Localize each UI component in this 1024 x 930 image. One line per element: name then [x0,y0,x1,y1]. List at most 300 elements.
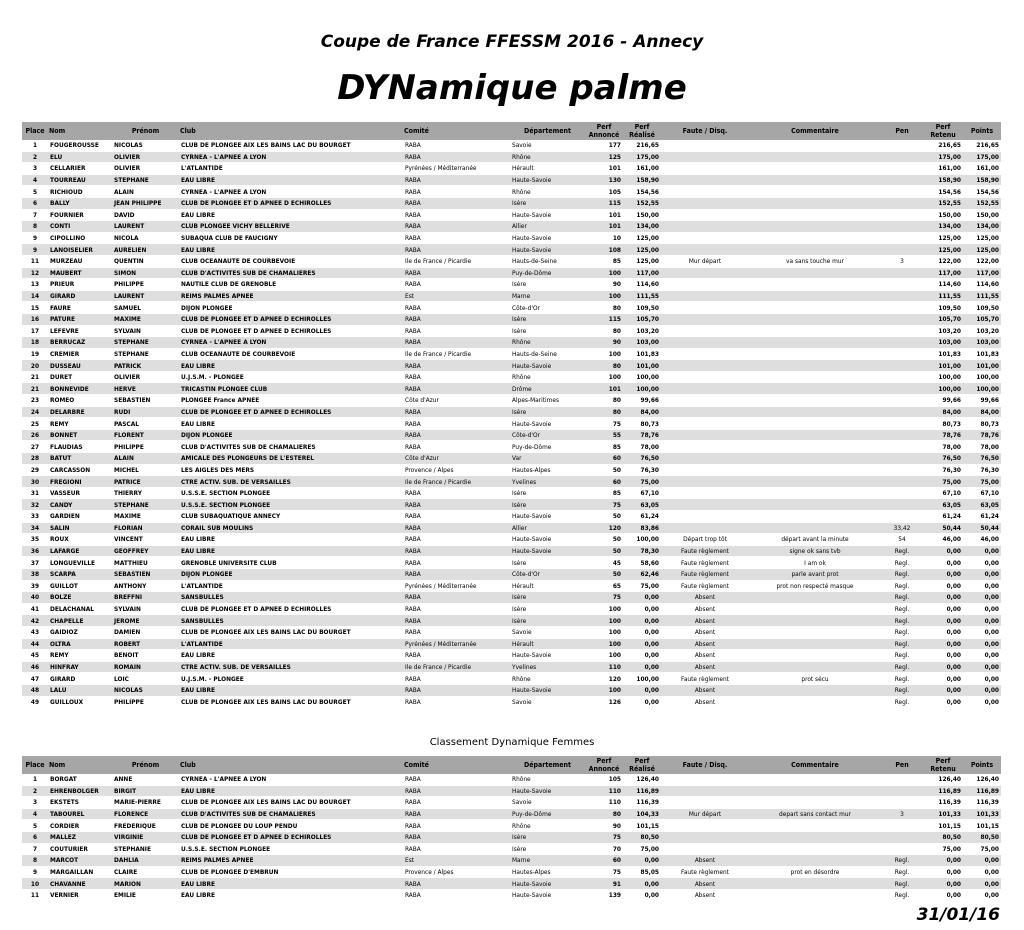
cell-departement: Haute-Savoie [510,511,585,523]
cell-commentaire [749,140,881,151]
table-row [22,313,1001,325]
cell-club: EAU LIBRE [179,684,403,696]
cell-points: 50,44 [963,522,1001,534]
cell-departement: Haute-Savoie [510,545,585,557]
cell-club: CYRNEA - L'APNEE A LYON [179,337,403,349]
cell-comite: RABA [403,797,510,809]
cell-perf-retenu: 0,00 [923,855,963,867]
table-row [22,395,1001,407]
cell-club: CLUB OCEANAUTE DE COURBEVOIE [179,348,403,360]
cell-nom: TOURREAU [48,174,112,186]
cell-perf-retenu: 0,00 [923,592,963,604]
cell-perf-retenu: 50,44 [923,522,963,534]
cell-club: L'ATLANTIDE [179,638,403,650]
table-row [22,209,1001,221]
cell-perf-retenu: 0,00 [923,673,963,685]
cell-pen [881,174,923,186]
cell-perf-retenu: 101,33 [923,808,963,820]
cell-club: CYRNEA - L'APNEE A LYON [179,186,403,198]
cell-departement: Puy-de-Dôme [510,267,585,279]
cell-nom: CHAPELLE [48,615,112,627]
cell-pen [881,140,923,151]
cell-place: 23 [22,395,48,407]
table-row [22,371,1001,383]
cell-perf-realise: 0,00 [623,889,661,901]
cell-nom: CHAVANNE [48,878,112,890]
cell-perf-annonce: 55 [585,429,623,441]
cell-club: TRICASTIN PLONGEE CLUB [179,383,403,395]
cell-faute [661,418,749,430]
cell-perf-retenu: 114,60 [923,279,963,291]
cell-commentaire [749,337,881,349]
cell-faute [661,313,749,325]
cell-nom: EHRENBOLGER [48,785,112,797]
table-row [22,232,1001,244]
col-prenom: Prénom [112,756,179,774]
cell-prenom: FLORENT [112,429,179,441]
cell-perf-retenu: 0,00 [923,626,963,638]
cell-commentaire [749,487,881,499]
cell-pen [881,325,923,337]
cell-commentaire [749,684,881,696]
cell-comite: RABA [403,785,510,797]
table-row [22,406,1001,418]
cell-perf-realise: 114,60 [623,279,661,291]
cell-club: EAU LIBRE [179,174,403,186]
cell-perf-realise: 125,00 [623,232,661,244]
cell-place: 12 [22,267,48,279]
col-club: Club [179,756,403,774]
cell-nom: CREMIER [48,348,112,360]
cell-perf-realise: 0,00 [623,626,661,638]
cell-commentaire [749,186,881,198]
table-row [22,302,1001,314]
cell-perf-annonce: 101 [585,221,623,233]
cell-pen [881,290,923,302]
table-row [22,626,1001,638]
cell-perf-annonce: 80 [585,808,623,820]
col-club: Club [179,122,403,140]
cell-faute: Absent [661,684,749,696]
cell-faute [661,360,749,372]
cell-pen [881,820,923,832]
cell-departement: Hérault [510,638,585,650]
table-row [22,255,1001,267]
cell-perf-annonce: 75 [585,592,623,604]
cell-prenom: ANTHONY [112,580,179,592]
cell-perf-annonce: 50 [585,464,623,476]
women-section-title: Classement Dynamique Femmes [429,737,595,748]
cell-prenom: AURELIEN [112,244,179,256]
cell-commentaire: signe ok sans tvb [749,545,881,557]
cell-pen [881,371,923,383]
cell-perf-realise: 0,00 [623,592,661,604]
cell-nom: SALIN [48,522,112,534]
cell-place: 13 [22,279,48,291]
col-comite: Comité [403,122,510,140]
cell-prenom: CLAIRE [112,866,179,878]
cell-prenom: STEPHANE [112,174,179,186]
cell-perf-retenu: 46,00 [923,534,963,546]
cell-perf-retenu: 103,00 [923,337,963,349]
cell-pen: Regl. [881,673,923,685]
cell-perf-realise: 0,00 [623,603,661,615]
cell-perf-annonce: 100 [585,638,623,650]
cell-perf-annonce: 120 [585,673,623,685]
cell-perf-retenu: 67,10 [923,487,963,499]
cell-prenom: PASCAL [112,418,179,430]
cell-commentaire [749,325,881,337]
cell-perf-annonce: 100 [585,290,623,302]
cell-nom: BONNET [48,429,112,441]
cell-prenom: ANNE [112,774,179,785]
cell-faute: Absent [661,878,749,890]
cell-perf-annonce: 100 [585,348,623,360]
table-row [22,684,1001,696]
cell-comite: RABA [403,534,510,546]
table-row [22,244,1001,256]
cell-perf-annonce: 60 [585,855,623,867]
cell-points: 0,00 [963,545,1001,557]
cell-comite: RABA [403,592,510,604]
col-points: Points [963,122,1001,140]
cell-nom: VASSEUR [48,487,112,499]
cell-points: 76,50 [963,453,1001,465]
cell-pen: Regl. [881,855,923,867]
cell-faute [661,302,749,314]
cell-points: 61,24 [963,511,1001,523]
cell-place: 34 [22,522,48,534]
cell-prenom: NICOLAS [112,684,179,696]
cell-perf-annonce: 100 [585,603,623,615]
cell-comite: Ile de France / Picardie [403,476,510,488]
cell-comite: Ile de France / Picardie [403,255,510,267]
cell-comite: RABA [403,360,510,372]
cell-prenom: SEBASTIEN [112,568,179,580]
cell-perf-retenu: 122,00 [923,255,963,267]
cell-pen: Regl. [881,661,923,673]
cell-perf-retenu: 99,66 [923,395,963,407]
cell-comite: Pyrénées / Méditerranée [403,580,510,592]
cell-pen [881,383,923,395]
cell-comite: RABA [403,522,510,534]
cell-faute [661,197,749,209]
cell-faute: Absent [661,855,749,867]
cell-nom: VERNIER [48,889,112,901]
cell-perf-annonce: 100 [585,626,623,638]
cell-prenom: FLORIAN [112,522,179,534]
cell-prenom: MARION [112,878,179,890]
cell-perf-realise: 76,30 [623,464,661,476]
cell-comite: RABA [403,244,510,256]
cell-place: 9 [22,244,48,256]
cell-place: 1 [22,774,48,785]
cell-commentaire [749,615,881,627]
table-row [22,186,1001,198]
cell-points: 0,00 [963,615,1001,627]
cell-prenom: THIERRY [112,487,179,499]
cell-commentaire [749,197,881,209]
cell-perf-realise: 0,00 [623,855,661,867]
cell-perf-annonce: 50 [585,545,623,557]
table-row [22,499,1001,511]
cell-nom: LEFEVRE [48,325,112,337]
cell-departement: Rhône [510,186,585,198]
cell-perf-realise: 158,90 [623,174,661,186]
cell-perf-annonce: 65 [585,580,623,592]
cell-nom: LONGUEVILLE [48,557,112,569]
cell-pen [881,406,923,418]
cell-commentaire [749,244,881,256]
cell-perf-annonce: 101 [585,163,623,175]
cell-perf-annonce: 50 [585,534,623,546]
cell-faute: Faute règlement [661,545,749,557]
cell-nom: BERRUCAZ [48,337,112,349]
cell-pen [881,843,923,855]
cell-commentaire [749,696,881,708]
cell-pen: 3 [881,808,923,820]
table-row [22,325,1001,337]
cell-departement: Alpes-Maritimes [510,395,585,407]
table-row [22,774,1001,785]
cell-perf-realise: 125,00 [623,255,661,267]
cell-comite: RABA [403,487,510,499]
cell-prenom: ALAIN [112,186,179,198]
cell-place: 37 [22,557,48,569]
cell-departement: Haute-Savoie [510,534,585,546]
cell-nom: FAURE [48,302,112,314]
cell-commentaire [749,855,881,867]
cell-perf-retenu: 216,65 [923,140,963,151]
cell-pen [881,302,923,314]
cell-perf-realise: 152,55 [623,197,661,209]
cell-prenom: MAXIME [112,313,179,325]
cell-pen [881,774,923,785]
cell-commentaire [749,348,881,360]
cell-commentaire [749,476,881,488]
col-perf-realise: Perf Réalisé [623,122,661,140]
cell-nom: MARCOT [48,855,112,867]
cell-prenom: PHILIPPE [112,696,179,708]
cell-commentaire [749,151,881,163]
cell-faute [661,232,749,244]
cell-pen: Regl. [881,684,923,696]
cell-place: 5 [22,186,48,198]
col-commentaire: Commentaire [749,122,881,140]
cell-prenom: PHILIPPE [112,441,179,453]
table-row [22,785,1001,797]
cell-perf-retenu: 0,00 [923,878,963,890]
cell-place: 28 [22,453,48,465]
cell-points: 76,30 [963,464,1001,476]
cell-faute [661,406,749,418]
cell-nom: LAFARGE [48,545,112,557]
cell-prenom: SEBASTIEN [112,395,179,407]
cell-perf-retenu: 80,73 [923,418,963,430]
cell-perf-retenu: 0,00 [923,650,963,662]
cell-pen [881,797,923,809]
cell-club: U.S.S.E. SECTION PLONGEE [179,499,403,511]
cell-comite: RABA [403,209,510,221]
cell-commentaire: va sans touche mur [749,255,881,267]
cell-perf-realise: 116,89 [623,785,661,797]
cell-faute: Absent [661,638,749,650]
cell-commentaire [749,232,881,244]
cell-pen: Regl. [881,615,923,627]
cell-comite: RABA [403,429,510,441]
cell-departement: Puy-de-Dôme [510,808,585,820]
cell-prenom: MATTHIEU [112,557,179,569]
cell-club: EAU LIBRE [179,534,403,546]
cell-pen [881,418,923,430]
cell-commentaire [749,797,881,809]
cell-nom: COUTURIER [48,843,112,855]
cell-comite: RABA [403,186,510,198]
cell-club: REIMS PALMES APNEE [179,290,403,302]
cell-pen: Regl. [881,592,923,604]
cell-place: 11 [22,889,48,901]
cell-commentaire [749,511,881,523]
cell-perf-realise: 67,10 [623,487,661,499]
cell-faute [661,371,749,383]
cell-prenom: MAXIME [112,511,179,523]
cell-club: CLUB DE PLONGEE ET D APNEE D ECHIROLLES [179,603,403,615]
cell-departement: Haute-Savoie [510,174,585,186]
cell-pen [881,209,923,221]
cell-pen [881,197,923,209]
cell-departement: Haute-Savoie [510,684,585,696]
cell-pen [881,163,923,175]
cell-place: 19 [22,348,48,360]
cell-club: CLUB DE PLONGEE AIX LES BAINS LAC DU BOURGET [179,140,403,151]
cell-points: 0,00 [963,889,1001,901]
cell-perf-retenu: 0,00 [923,684,963,696]
cell-nom: CELLARIER [48,163,112,175]
cell-departement: Côte-d'Or [510,568,585,580]
cell-prenom: VINCENT [112,534,179,546]
cell-faute [661,325,749,337]
table-row [22,464,1001,476]
cell-perf-realise: 80,50 [623,831,661,843]
cell-perf-annonce: 110 [585,797,623,809]
cell-prenom: STEPHANE [112,499,179,511]
cell-nom: PATURE [48,313,112,325]
cell-place: 8 [22,221,48,233]
cell-points: 80,73 [963,418,1001,430]
cell-comite: Pyrénées / Méditerranée [403,638,510,650]
cell-perf-retenu: 101,15 [923,820,963,832]
cell-faute [661,820,749,832]
cell-points: 0,00 [963,684,1001,696]
cell-perf-realise: 75,00 [623,843,661,855]
cell-perf-retenu: 103,20 [923,325,963,337]
cell-comite: RABA [403,197,510,209]
cell-pen: Regl. [881,626,923,638]
cell-prenom: PHILIPPE [112,279,179,291]
cell-perf-annonce: 110 [585,661,623,673]
cell-perf-retenu: 76,30 [923,464,963,476]
cell-club: EAU LIBRE [179,360,403,372]
col-commentaire: Commentaire [749,756,881,774]
cell-perf-annonce: 105 [585,186,623,198]
cell-faute [661,395,749,407]
cell-nom: BALLY [48,197,112,209]
cell-prenom: GEOFFREY [112,545,179,557]
cell-faute: Absent [661,650,749,662]
cell-perf-annonce: 115 [585,313,623,325]
cell-perf-retenu: 75,00 [923,843,963,855]
cell-pen [881,785,923,797]
cell-comite: RABA [403,232,510,244]
cell-prenom: BREFFNI [112,592,179,604]
table-row [22,441,1001,453]
cell-comite: RABA [403,808,510,820]
cell-comite: RABA [403,626,510,638]
cell-commentaire [749,174,881,186]
cell-prenom: STEPHANE [112,348,179,360]
cell-comite: RABA [403,650,510,662]
table-row [22,831,1001,843]
cell-pen: Regl. [881,866,923,878]
cell-club: CLUB DE PLONGEE ET D APNEE D ECHIROLLES [179,406,403,418]
cell-pen: 33,42 [881,522,923,534]
cell-pen [881,151,923,163]
cell-departement: Rhône [510,151,585,163]
cell-faute [661,348,749,360]
cell-perf-annonce: 80 [585,325,623,337]
cell-pen [881,441,923,453]
cell-club: L'ATLANTIDE [179,580,403,592]
cell-points: 0,00 [963,557,1001,569]
table-row [22,267,1001,279]
cell-points: 100,00 [963,371,1001,383]
cell-perf-realise: 63,05 [623,499,661,511]
cell-club: CLUB DE PLONGEE ET D APNEE D ECHIROLLES [179,197,403,209]
cell-club: SANSBULLES [179,615,403,627]
cell-faute [661,831,749,843]
cell-comite: Pyrénées / Méditerranée [403,163,510,175]
cell-departement: Isère [510,487,585,499]
cell-prenom: ROMAIN [112,661,179,673]
cell-pen: Regl. [881,889,923,901]
cell-perf-realise: 100,00 [623,383,661,395]
cell-comite: RABA [403,820,510,832]
cell-prenom: HERVE [112,383,179,395]
cell-prenom: PATRICE [112,476,179,488]
cell-comite: RABA [403,418,510,430]
cell-nom: BONNEVIDE [48,383,112,395]
cell-place: 9 [22,232,48,244]
cell-departement: Savoie [510,140,585,151]
cell-pen: Regl. [881,603,923,615]
cell-perf-annonce: 100 [585,267,623,279]
cell-place: 21 [22,371,48,383]
cell-perf-realise: 0,00 [623,661,661,673]
cell-place: 2 [22,785,48,797]
cell-perf-realise: 103,20 [623,325,661,337]
cell-commentaire [749,313,881,325]
cell-place: 25 [22,418,48,430]
cell-place: 32 [22,499,48,511]
col-comite: Comité [403,756,510,774]
cell-points: 126,40 [963,774,1001,785]
cell-prenom: STEPHANE [112,337,179,349]
table-row [22,808,1001,820]
cell-departement: Yvelines [510,476,585,488]
table-row [22,615,1001,627]
cell-comite: Ile de France / Picardie [403,661,510,673]
cell-points: 75,00 [963,843,1001,855]
